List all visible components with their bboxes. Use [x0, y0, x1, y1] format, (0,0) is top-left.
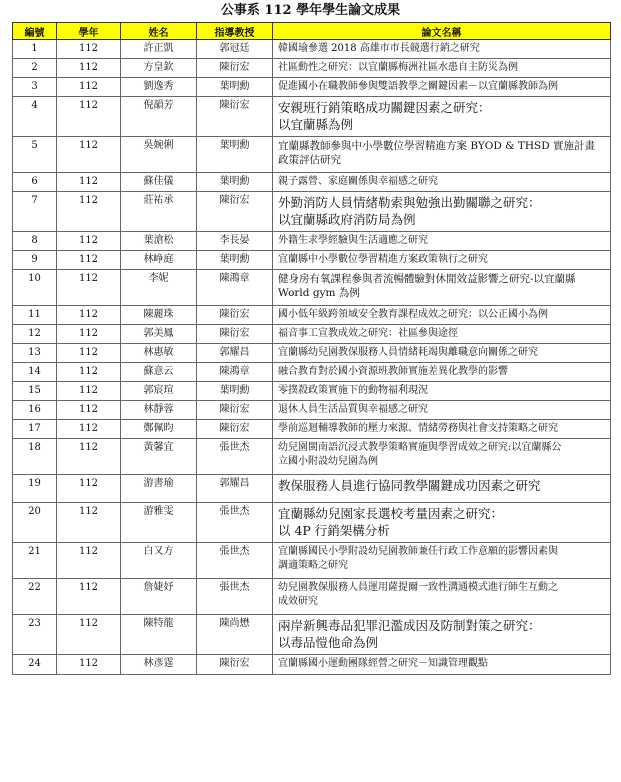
cell-year: 112 — [57, 503, 121, 543]
cell-number: 8 — [13, 232, 57, 251]
cell-year: 112 — [57, 78, 121, 97]
cell-thesis-title — [273, 439, 611, 475]
thesis-title-line: 以 4P 行銷架構分析 — [278, 523, 390, 538]
cell-name: 林靜蓉 — [121, 401, 197, 420]
cell-name: 吳婉俐 — [121, 137, 197, 173]
cell-year: 112 — [57, 173, 121, 192]
thesis-title-line: 以宜蘭縣政府消防局為例 — [278, 212, 416, 227]
cell-number: 18 — [13, 439, 57, 475]
table-row — [13, 439, 611, 475]
cell-year: 112 — [57, 475, 121, 503]
cell-name: 林峥庭 — [121, 251, 197, 270]
cell-year: 112 — [57, 192, 121, 232]
cell-year: 112 — [57, 615, 121, 655]
cell-year: 112 — [57, 270, 121, 306]
thesis-title-line: 宜蘭縣幼兒園家長選校考量因素之研究： — [278, 506, 504, 521]
cell-number: 5 — [13, 137, 57, 173]
cell-number: 17 — [13, 420, 57, 439]
cell-year: 112 — [57, 579, 121, 615]
thesis-title-line: 融合教育對於國小資源班教師實施差異化教學的影響 — [278, 366, 508, 377]
cell-advisor: 葉明勳 — [197, 137, 273, 173]
cell-advisor: 陳衍宏 — [197, 325, 273, 344]
cell-name: 陳特龍 — [121, 615, 197, 655]
cell-advisor: 郭冠廷 — [197, 40, 273, 59]
cell-year: 112 — [57, 420, 121, 439]
thesis-title-line: 宜蘭縣教師參與中小學數位學習精進方案 BYOD & THSD 實施計畫 — [278, 140, 595, 152]
header-year: 學年 — [57, 23, 121, 40]
cell-name: 游雅雯 — [121, 503, 197, 543]
thesis-title-line: 外籍生求學經驗與生活適應之研究 — [278, 235, 428, 246]
thesis-title-line: 外勤消防人員情緒勒索與勉強出勤關聯之研究： — [278, 195, 541, 210]
cell-advisor: 李長晏 — [197, 232, 273, 251]
cell-year: 112 — [57, 325, 121, 344]
thesis-title-line: 親子露營、家庭關係與幸福感之研究 — [278, 176, 438, 187]
cell-number: 14 — [13, 363, 57, 382]
cell-thesis-title — [273, 306, 611, 325]
header-thesis-title: 論文名稱 — [273, 23, 611, 40]
cell-number: 7 — [13, 192, 57, 232]
table-row — [13, 325, 611, 344]
table-row — [13, 420, 611, 439]
thesis-title-line: 教保服務人員進行協同教學關鍵成功因素之研究 — [278, 478, 541, 493]
thesis-table — [12, 22, 611, 675]
cell-year: 112 — [57, 401, 121, 420]
cell-number: 19 — [13, 475, 57, 503]
table-row — [13, 579, 611, 615]
cell-number: 12 — [13, 325, 57, 344]
cell-number: 4 — [13, 97, 57, 137]
cell-number: 24 — [13, 655, 57, 675]
table-row — [13, 543, 611, 579]
thesis-title-line: 宜蘭縣國小運動團隊經營之研究－知識管理觀點 — [278, 658, 488, 669]
cell-thesis-title — [273, 251, 611, 270]
table-row — [13, 475, 611, 503]
header-name: 姓名 — [121, 23, 197, 40]
table-row — [13, 173, 611, 192]
cell-thesis-title — [273, 325, 611, 344]
cell-name: 黃馨宜 — [121, 439, 197, 475]
table-body — [13, 40, 611, 675]
thesis-title-line: 兩岸新興毒品犯罪氾濫成因及防制對策之研究： — [278, 618, 541, 633]
table-row — [13, 137, 611, 173]
cell-number: 9 — [13, 251, 57, 270]
cell-year: 112 — [57, 439, 121, 475]
cell-thesis-title — [273, 40, 611, 59]
table-row — [13, 401, 611, 420]
cell-name: 陳麗珠 — [121, 306, 197, 325]
cell-name: 郭宸瑄 — [121, 382, 197, 401]
cell-thesis-title — [273, 232, 611, 251]
table-row — [13, 192, 611, 232]
thesis-title-line: 安親班行銷策略成功關鍵因素之研究： — [278, 100, 491, 115]
cell-number: 3 — [13, 78, 57, 97]
table-header-row — [13, 23, 611, 40]
table-row — [13, 306, 611, 325]
cell-advisor: 郭耀昌 — [197, 344, 273, 363]
cell-thesis-title — [273, 382, 611, 401]
cell-name: 林惠敏 — [121, 344, 197, 363]
cell-advisor: 葉明勳 — [197, 173, 273, 192]
cell-thesis-title — [273, 59, 611, 78]
thesis-title-line: 幼兒園閩南語沉浸式教學策略實施與學習成效之研究:以宜蘭縣公 — [278, 442, 562, 453]
table-row — [13, 251, 611, 270]
cell-thesis-title — [273, 173, 611, 192]
thesis-title-line: 福音事工宣教成效之研究：社區參與途徑 — [278, 328, 458, 339]
cell-advisor: 陳尚懋 — [197, 615, 273, 655]
cell-name: 蘇意云 — [121, 363, 197, 382]
cell-year: 112 — [57, 59, 121, 78]
table-row — [13, 655, 611, 675]
cell-number: 2 — [13, 59, 57, 78]
thesis-title-line: 宜蘭縣國民小學附設幼兒園教師兼任行政工作意願的影響因素與 — [278, 546, 558, 557]
cell-advisor: 葉明勳 — [197, 382, 273, 401]
cell-name: 莊祐承 — [121, 192, 197, 232]
cell-year: 112 — [57, 306, 121, 325]
cell-advisor: 張世杰 — [197, 503, 273, 543]
cell-advisor: 張世杰 — [197, 439, 273, 475]
cell-name: 李妮 — [121, 270, 197, 306]
cell-number: 6 — [13, 173, 57, 192]
cell-name: 蘇佳儀 — [121, 173, 197, 192]
cell-advisor: 陳衍宏 — [197, 655, 273, 675]
thesis-title-line: World gym 為例 — [278, 287, 360, 299]
cell-advisor: 陳衍宏 — [197, 192, 273, 232]
cell-year: 112 — [57, 543, 121, 579]
cell-year: 112 — [57, 251, 121, 270]
cell-thesis-title — [273, 270, 611, 306]
cell-thesis-title — [273, 401, 611, 420]
cell-advisor: 張世杰 — [197, 579, 273, 615]
cell-year: 112 — [57, 655, 121, 675]
cell-thesis-title — [273, 137, 611, 173]
cell-advisor: 陳衍宏 — [197, 401, 273, 420]
cell-advisor: 郭耀昌 — [197, 475, 273, 503]
cell-year: 112 — [57, 40, 121, 59]
header-advisor: 指導教授 — [197, 23, 273, 40]
thesis-title-line: 政策評估研究 — [278, 154, 341, 166]
table-row — [13, 382, 611, 401]
cell-year: 112 — [57, 344, 121, 363]
cell-name: 游書瑜 — [121, 475, 197, 503]
cell-advisor: 葉明勳 — [197, 78, 273, 97]
cell-name: 林彥霆 — [121, 655, 197, 675]
thesis-title-line: 社區動性之研究：以宜蘭縣梅洲社區水患自主防災為例 — [278, 62, 518, 73]
cell-name: 劉逸秀 — [121, 78, 197, 97]
cell-thesis-title — [273, 543, 611, 579]
cell-number: 13 — [13, 344, 57, 363]
table-row — [13, 363, 611, 382]
header-number: 編號 — [13, 23, 57, 40]
table-row — [13, 232, 611, 251]
table-row — [13, 344, 611, 363]
thesis-title-line: 立國小附設幼兒園為例 — [278, 456, 378, 467]
table-row — [13, 97, 611, 137]
cell-thesis-title — [273, 97, 611, 137]
table-row — [13, 270, 611, 306]
cell-thesis-title — [273, 344, 611, 363]
thesis-title-line: 退休人員生活品質與幸福感之研究 — [278, 404, 428, 415]
thesis-title-line: 促進國小在職教師參與雙語教學之關鍵因素－以宜蘭縣教師為例 — [278, 81, 558, 92]
cell-number: 22 — [13, 579, 57, 615]
cell-name: 詹婕妤 — [121, 579, 197, 615]
thesis-title-line: 韓國瑜參選 2018 高雄市市長競選行銷之研究 — [278, 43, 480, 54]
cell-year: 112 — [57, 382, 121, 401]
cell-number: 21 — [13, 543, 57, 579]
thesis-title-line: 幼兒園教保服務人員運用薩提爾一致性溝通模式進行師生互動之 — [278, 582, 558, 593]
cell-advisor: 陳鴻章 — [197, 363, 273, 382]
cell-name: 方皇欽 — [121, 59, 197, 78]
thesis-title-line: 成效研究 — [278, 596, 318, 607]
cell-thesis-title — [273, 78, 611, 97]
cell-number: 1 — [13, 40, 57, 59]
cell-advisor: 陳鴻章 — [197, 270, 273, 306]
cell-thesis-title — [273, 615, 611, 655]
cell-year: 112 — [57, 137, 121, 173]
cell-number: 16 — [13, 401, 57, 420]
thesis-title-line: 健身房有氧課程參與者流暢體驗對休閒效益影響之研究-以宜蘭縣 — [278, 273, 576, 285]
cell-advisor: 陳衍宏 — [197, 97, 273, 137]
cell-year: 112 — [57, 363, 121, 382]
cell-thesis-title — [273, 420, 611, 439]
cell-number: 20 — [13, 503, 57, 543]
thesis-title-line: 學前巡迴輔導教師的壓力來源、情緒勞務與社會支持策略之研究 — [278, 423, 558, 434]
cell-number: 10 — [13, 270, 57, 306]
cell-number: 23 — [13, 615, 57, 655]
cell-thesis-title — [273, 192, 611, 232]
cell-advisor: 張世杰 — [197, 543, 273, 579]
cell-advisor: 陳衍宏 — [197, 420, 273, 439]
cell-thesis-title — [273, 655, 611, 675]
thesis-title-line: 宜蘭縣幼兒園教保服務人員情緒耗竭與離職意向關係之研究 — [278, 347, 538, 358]
cell-year: 112 — [57, 97, 121, 137]
cell-number: 11 — [13, 306, 57, 325]
cell-number: 15 — [13, 382, 57, 401]
cell-name: 倪韻芳 — [121, 97, 197, 137]
cell-name: 葉滄松 — [121, 232, 197, 251]
cell-thesis-title — [273, 363, 611, 382]
cell-name: 郭美鳳 — [121, 325, 197, 344]
thesis-title-line: 國小低年級跨領域安全教育課程成效之研究：以公正國小為例 — [278, 309, 548, 320]
thesis-title-line: 以宜蘭縣為例 — [278, 117, 354, 132]
cell-advisor: 陳衍宏 — [197, 59, 273, 78]
cell-name: 白又方 — [121, 543, 197, 579]
table-row — [13, 503, 611, 543]
cell-name: 鄭佩昀 — [121, 420, 197, 439]
page-title: 公事系 112 學年學生論文成果 — [220, 3, 401, 18]
cell-advisor: 陳衍宏 — [197, 306, 273, 325]
table-row — [13, 78, 611, 97]
cell-thesis-title — [273, 579, 611, 615]
table-row — [13, 59, 611, 78]
cell-name: 許正凱 — [121, 40, 197, 59]
thesis-title-line: 以毒品愷他命為例 — [278, 635, 379, 650]
cell-year: 112 — [57, 232, 121, 251]
thesis-title-line: 零撲殺政策實施下的動物福利現況 — [278, 385, 428, 396]
cell-thesis-title — [273, 503, 611, 543]
table-row — [13, 615, 611, 655]
cell-advisor: 葉明勳 — [197, 251, 273, 270]
cell-thesis-title — [273, 475, 611, 503]
table-row — [13, 40, 611, 59]
thesis-title-line: 宜蘭縣中小學數位學習精進方案政策執行之研究 — [278, 254, 488, 265]
thesis-title-line: 調適策略之研究 — [278, 560, 348, 571]
